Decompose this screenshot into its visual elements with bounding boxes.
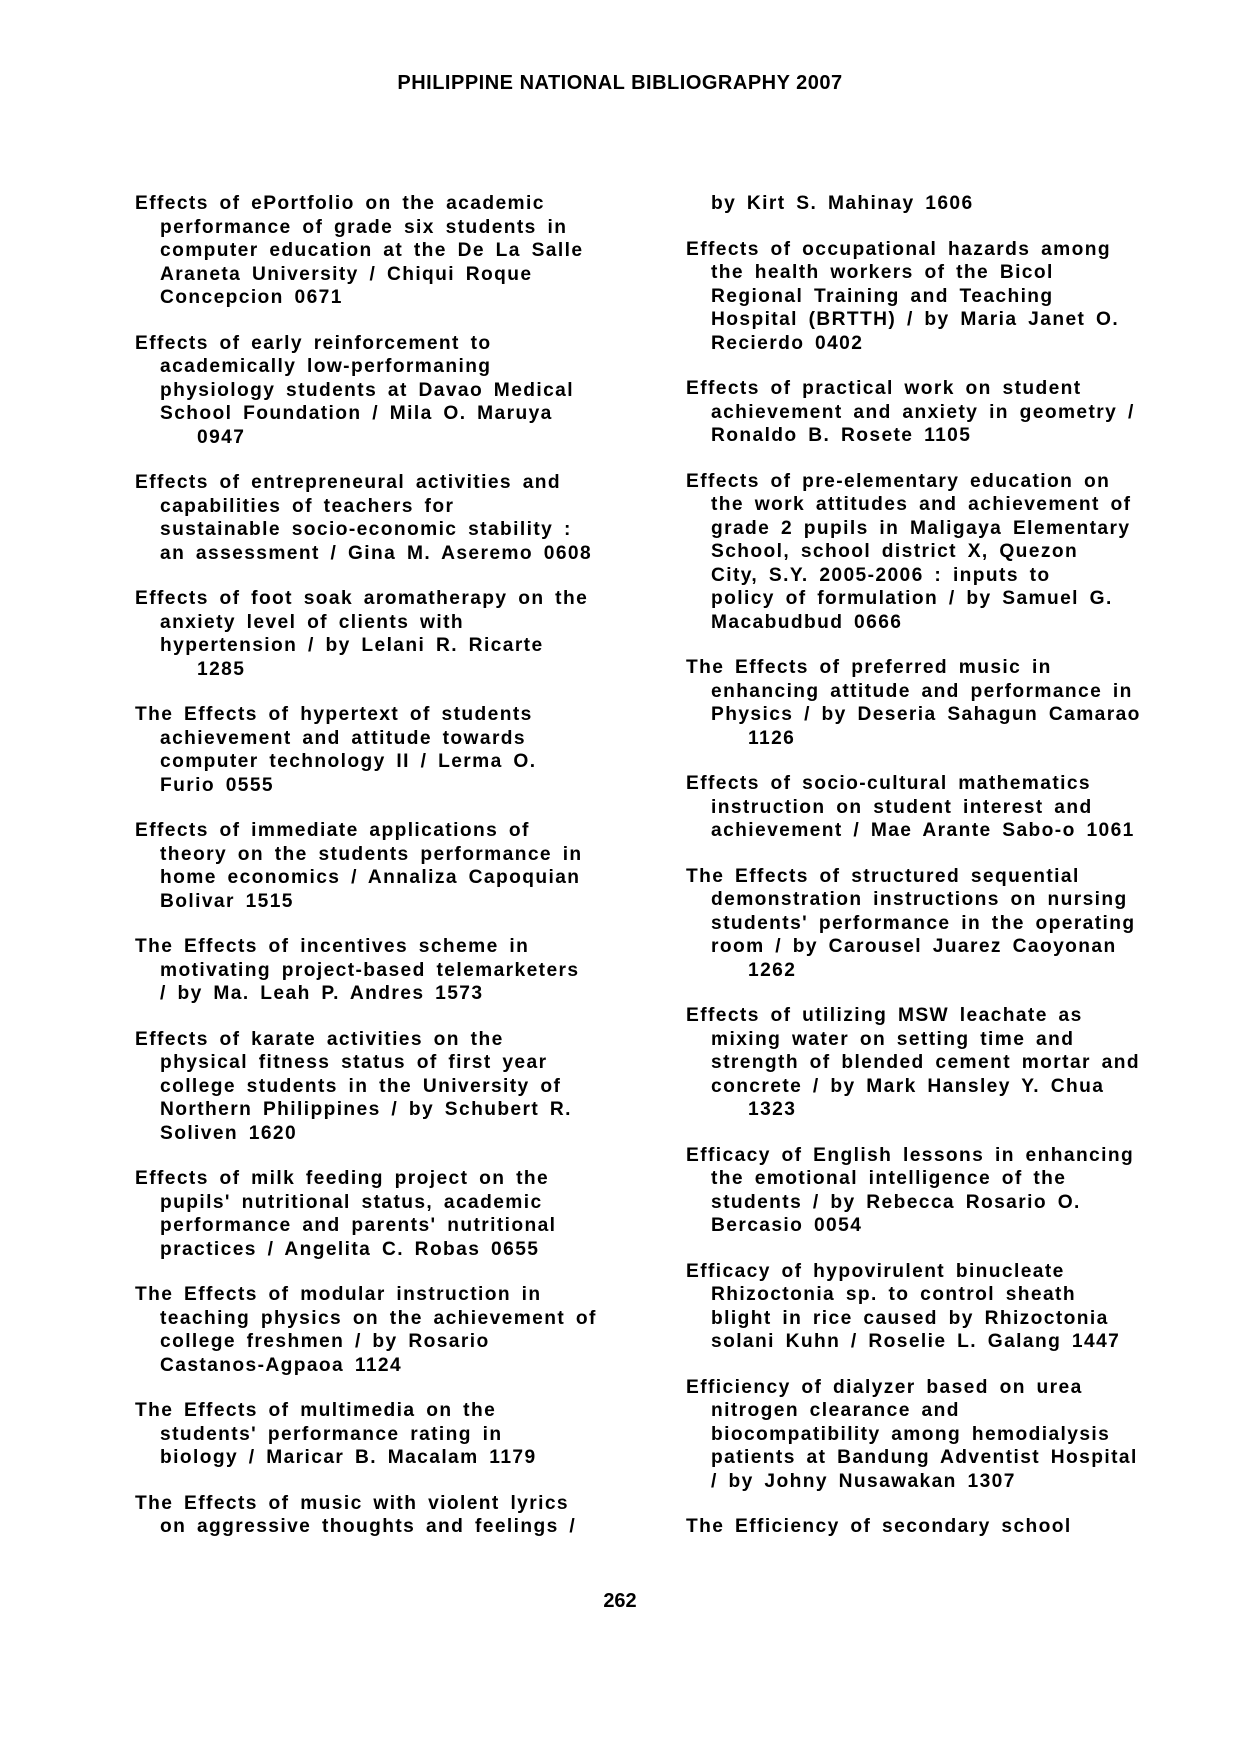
left-column <box>135 192 635 1561</box>
bibliography-entry <box>686 470 1186 635</box>
entry-title-line: Effects of entrepreneural activities and <box>135 472 562 493</box>
bibliography-entry <box>135 1167 635 1261</box>
entry-line: teaching physics on the achievement of <box>160 1307 597 1329</box>
bibliography-entry <box>686 1144 1186 1238</box>
entry-line: Furio 0555 <box>160 774 274 796</box>
entry-title-line: The Effects of hypertext of students <box>135 704 533 725</box>
entry-title-line: Effects of socio-cultural mathematics <box>686 773 1091 794</box>
entry-line: achievement / Mae Arante Sabo-o 1061 <box>711 820 1135 841</box>
entry-line: School, school district X, Quezon <box>711 541 1079 562</box>
entry-line: the health workers of the Bicol <box>711 262 1054 283</box>
entry-line: computer education at the De La Salle <box>160 240 584 261</box>
entry-line: anxiety level of clients with <box>160 611 464 633</box>
entry-line: 1262 <box>748 959 797 981</box>
bibliography-entry <box>135 819 635 913</box>
entry-line: enhancing attitude and performance in <box>711 680 1133 702</box>
bibliography-entry <box>135 587 635 681</box>
entry-line: policy of formulation / by Samuel G. <box>711 588 1113 609</box>
entry-line: performance of grade six students in <box>160 216 568 238</box>
entry-line: room / by Carousel Juarez Caoyonan <box>711 936 1117 957</box>
entry-title-line: The Effects of music with violent lyrics <box>135 1492 569 1514</box>
entry-line: demonstration instructions on nursing <box>711 889 1128 910</box>
page-number: 262 <box>603 1590 637 1612</box>
bibliography-entry <box>686 865 1186 983</box>
bibliography-entry <box>135 703 635 797</box>
entry-line: 1323 <box>748 1099 797 1120</box>
entry-line: 1285 <box>197 658 246 680</box>
entry-line: college students in the University of <box>160 1075 562 1097</box>
entry-title-line: Efficacy of English lessons in enhancing <box>686 1144 1135 1166</box>
entry-line: / by Johny Nusawakan 1307 <box>711 1470 1016 1492</box>
entry-line: grade 2 pupils in Maligaya Elementary <box>711 517 1131 539</box>
bibliography-entry <box>135 1492 635 1539</box>
entry-title-line: by Kirt S. Mahinay 1606 <box>711 193 974 214</box>
entry-line: the work attitudes and achievement of <box>711 494 1132 515</box>
entry-line: biology / Maricar B. Macalam 1179 <box>160 1447 537 1468</box>
entry-line: biocompatibility among hemodialysis <box>711 1423 1111 1445</box>
bibliography-entry <box>135 192 635 310</box>
bibliography-entry <box>686 238 1186 356</box>
entry-line: an assessment / Gina M. Aseremo 0608 <box>160 542 593 564</box>
entry-title-line: Effects of karate activities on the <box>135 1028 504 1050</box>
bibliography-entry <box>686 1260 1186 1354</box>
entry-title-line: Effects of occupational hazards among <box>686 238 1111 260</box>
entry-line: performance and parents' nutritional <box>160 1215 557 1236</box>
entry-title-line: Effects of pre-elementary education on <box>686 470 1111 492</box>
entry-line: patients at Bandung Adventist Hospital <box>711 1447 1138 1468</box>
entry-line: hypertension / by Lelani R. Ricarte <box>160 635 544 656</box>
bibliography-entry <box>686 377 1186 448</box>
entry-line: Bolivar 1515 <box>160 890 294 912</box>
bibliography-entry <box>686 1004 1186 1122</box>
entry-line: strength of blended cement mortar and <box>711 1052 1140 1073</box>
entry-line: academically low-performaning <box>160 356 492 377</box>
entry-title-line: The Effects of incentives scheme in <box>135 936 530 957</box>
entry-title-line: Effects of utilizing MSW leachate as <box>686 1005 1083 1026</box>
entry-line: Northern Philippines / by Schubert R. <box>160 1099 572 1120</box>
entry-line: 0947 <box>197 426 246 448</box>
entry-line: solani Kuhn / Roselie L. Galang 1447 <box>711 1331 1121 1352</box>
entry-title-line: Effects of milk feeding project on the <box>135 1168 550 1189</box>
right-column <box>686 192 1186 1561</box>
bibliography-entry <box>686 192 1186 216</box>
entry-line: Recierdo 0402 <box>711 332 864 354</box>
entry-line: Soliven 1620 <box>160 1122 298 1144</box>
entry-title-line: Effects of practical work on student <box>686 378 1082 399</box>
entry-line: physical fitness status of first year <box>160 1052 548 1073</box>
entry-title-line: The Effects of modular instruction in <box>135 1284 542 1305</box>
entry-line: students / by Rebecca Rosario O. <box>711 1191 1081 1213</box>
entry-title-line: The Effects of structured sequential <box>686 865 1080 887</box>
entry-line: Hospital (BRTTH) / by Maria Janet O. <box>711 309 1120 330</box>
entry-title-line: The Efficiency of secondary school <box>686 1516 1072 1537</box>
page-header-title: PHILIPPINE NATIONAL BIBLIOGRAPHY 2007 <box>397 72 843 94</box>
entry-line: motivating project-based telemarketers <box>160 959 580 981</box>
entry-line: sustainable socio-economic stability : <box>160 519 572 540</box>
entry-line: achievement and attitude towards <box>160 727 527 749</box>
entry-line: Castanos-Agpaoa 1124 <box>160 1354 403 1376</box>
entry-line: physiology students at Davao Medical <box>160 379 574 401</box>
bibliography-entry <box>686 656 1186 750</box>
entry-title-line: Effects of ePortfolio on the academic <box>135 193 545 214</box>
bibliography-entry <box>135 1399 635 1470</box>
entry-line: college freshmen / by Rosario <box>160 1331 490 1352</box>
entry-line: Macabudbud 0666 <box>711 611 903 633</box>
bibliography-entry <box>135 1028 635 1146</box>
entry-line: mixing water on setting time and <box>711 1028 1075 1050</box>
entry-line: / by Ma. Leah P. Andres 1573 <box>160 983 484 1004</box>
entry-line: the emotional intelligence of the <box>711 1168 1067 1189</box>
entry-title-line: Effects of foot soak aromatherapy on the <box>135 588 589 609</box>
bibliography-entry <box>135 1283 635 1377</box>
entry-line: Ronaldo B. Rosete 1105 <box>711 425 972 446</box>
entry-line: Araneta University / Chiqui Roque <box>160 263 533 285</box>
bibliography-entry <box>135 935 635 1006</box>
entry-line: computer technology II / Lerma O. <box>160 751 537 772</box>
entry-line: achievement and anxiety in geometry / <box>711 401 1135 423</box>
entry-line: blight in rice caused by Rhizoctonia <box>711 1307 1109 1329</box>
entry-line: students' performance in the operating <box>711 912 1136 934</box>
entry-title-line: Effects of immediate applications of <box>135 820 530 841</box>
entry-title-line: Efficiency of dialyzer based on urea <box>686 1376 1083 1398</box>
entry-line: instruction on student interest and <box>711 796 1093 818</box>
entry-line: students' performance rating in <box>160 1423 503 1445</box>
entry-line: on aggressive thoughts and feelings / <box>160 1516 577 1537</box>
entry-line: home economics / Annaliza Capoquian <box>160 867 581 888</box>
entry-line: Concepcion 0671 <box>160 287 343 308</box>
entry-line: City, S.Y. 2005-2006 : inputs to <box>711 564 1051 586</box>
entry-line: concrete / by Mark Hansley Y. Chua <box>711 1075 1105 1097</box>
bibliography-entry <box>135 471 635 565</box>
entry-line: theory on the students performance in <box>160 843 583 865</box>
bibliography-entry <box>686 1515 1186 1539</box>
entry-line: nitrogen clearance and <box>711 1400 960 1421</box>
entry-title-line: Efficacy of hypovirulent binucleate <box>686 1260 1065 1282</box>
entry-line: 1126 <box>748 727 796 749</box>
entry-title-line: The Effects of preferred music in <box>686 657 1052 678</box>
entry-line: Regional Training and Teaching <box>711 285 1054 307</box>
entry-line: Bercasio 0054 <box>711 1215 863 1236</box>
bibliography-entry <box>686 1376 1186 1494</box>
entry-title-line: Effects of early reinforcement to <box>135 332 492 354</box>
entry-title-line: The Effects of multimedia on the <box>135 1400 497 1421</box>
entry-line: capabilities of teachers for <box>160 495 455 517</box>
entry-line: Rhizoctonia sp. to control sheath <box>711 1284 1076 1305</box>
entry-line: Physics / by Deseria Sahagun Camarao <box>711 704 1141 725</box>
bibliography-entry <box>686 772 1186 843</box>
bibliography-entry <box>135 332 635 450</box>
entry-line: practices / Angelita C. Robas 0655 <box>160 1238 540 1260</box>
entry-line: pupils' nutritional status, academic <box>160 1191 543 1213</box>
entry-line: School Foundation / Mila O. Maruya <box>160 403 553 424</box>
